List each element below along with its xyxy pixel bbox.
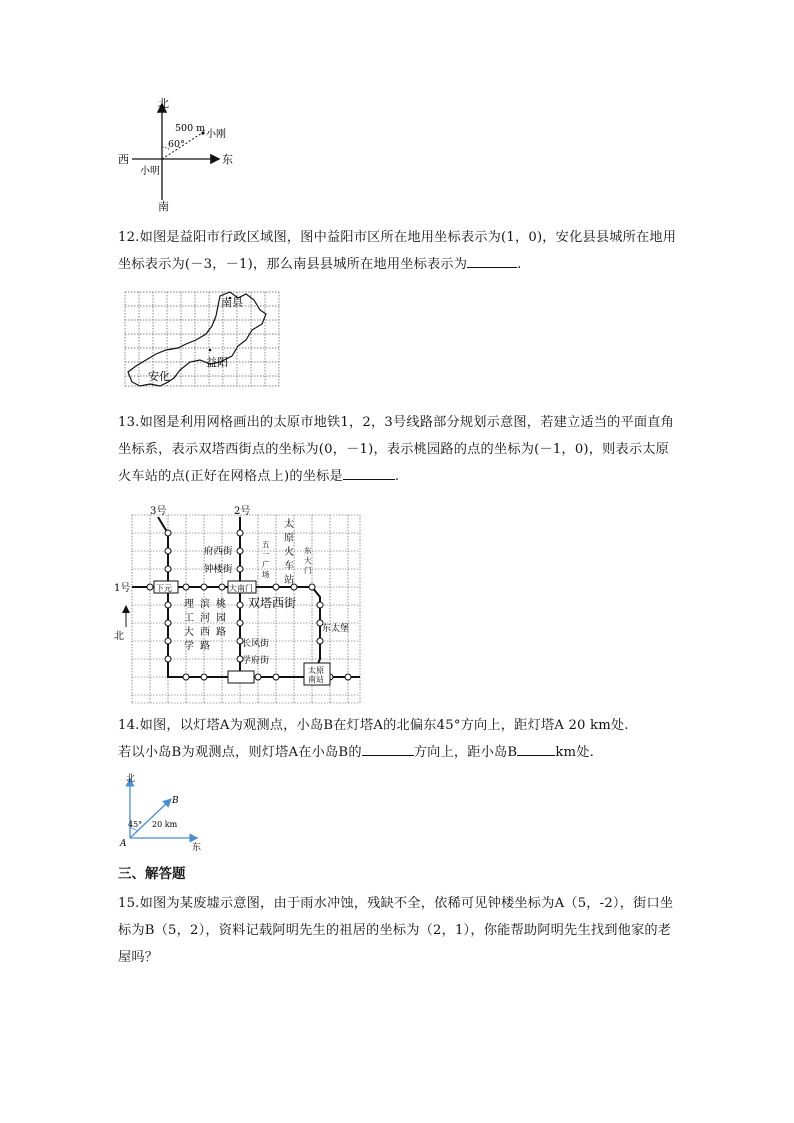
map-yiyang: 益阳 xyxy=(206,356,228,369)
lighthouse-b: B xyxy=(172,796,179,806)
metro-danan: 大南门 xyxy=(229,584,253,593)
metro-zhonglou: 钟楼街 xyxy=(204,564,233,575)
metro-map-figure xyxy=(112,503,364,708)
metro-changfeng: 长风街 xyxy=(242,639,270,649)
q15-text: 15.如图为某废墟示意图，由于雨水冲蚀，残缺不全，依稀可见钟楼坐标为A（5，-2），街口坐标为B（5，2），资料记载阿明先生的祖居的坐标为（2，1），你能帮助阿明先生找到他家的老屋吗？ xyxy=(118,896,674,965)
metro-ligong-char: 理 xyxy=(184,599,194,610)
compass-figure xyxy=(110,95,250,220)
metro-ligong-char: 工 xyxy=(184,613,194,624)
compass-west: 西 xyxy=(118,153,129,166)
compass-distance: 500 m xyxy=(175,123,206,134)
compass-east: 东 xyxy=(222,153,233,166)
lighthouse-a: A xyxy=(120,839,127,849)
q12-answer-blank[interactable] xyxy=(467,253,517,268)
lighthouse-east: 东 xyxy=(192,843,202,852)
metro-line2: 2号 xyxy=(234,506,251,517)
map-nanxian: 南县 xyxy=(221,296,243,309)
metro-binhe-char: 滨 xyxy=(200,599,210,610)
metro-taohua-char: 桃 xyxy=(216,599,226,610)
metro-taohua-char: 园 xyxy=(216,613,226,624)
compass-target: 小刚 xyxy=(206,129,226,140)
metro-north: 北 xyxy=(114,631,124,642)
compass-south: 南 xyxy=(158,200,169,213)
metro-binhe-char: 河 xyxy=(200,613,210,624)
metro-dongqiao-char: 门 xyxy=(304,566,312,575)
compass-angle: 60° xyxy=(168,139,185,150)
lighthouse-angle: 45° xyxy=(128,820,143,829)
metro-xuefu: 学府街 xyxy=(242,656,270,666)
section-3-heading: 三、解答题 xyxy=(118,866,186,882)
metro-fuxijie: 府西街 xyxy=(204,546,233,557)
metro-ligong-char: 学 xyxy=(184,641,194,652)
q13-end: . xyxy=(394,469,400,484)
metro-south-station-1: 太原 xyxy=(308,666,324,675)
question-12 xyxy=(118,224,678,278)
metro-xiayuan: 下元 xyxy=(156,584,172,593)
metro-dongtaibao: 东太堡 xyxy=(322,624,350,634)
q14-text-b: 方向上，距小岛B xyxy=(413,745,518,760)
metro-station-char: 车 xyxy=(284,561,294,572)
q12-text: 12.如图是益阳市行政区域图，图中益阳市区所在地用坐标表示为(1，0)，安化县县城所在地用坐标表示为(－3，－1)，那么南县县城所在地用坐标表示为 xyxy=(118,230,677,272)
q14-line2 xyxy=(118,739,678,766)
compass-north: 北 xyxy=(158,97,169,110)
metro-dongqiao-char: 东 xyxy=(304,546,312,555)
metro-taohua-char: 路 xyxy=(216,627,226,638)
q14-line1: 14.如图，以灯塔A为观测点，小岛B在灯塔A的北偏东45°方向上，距灯塔A 20 km处. xyxy=(118,718,629,733)
metro-wuyi-char: 场 xyxy=(262,570,270,579)
metro-wuyi-char: 一 xyxy=(262,550,270,559)
lighthouse-figure xyxy=(118,772,208,852)
metro-shuangta: 双塔西街 xyxy=(248,596,297,610)
metro-station-char: 站 xyxy=(284,575,294,586)
q14-direction-blank[interactable] xyxy=(362,741,414,756)
q12-end: . xyxy=(517,257,522,272)
metro-wuyi-char: 广 xyxy=(262,560,270,569)
metro-binhe-char: 西 xyxy=(200,627,210,638)
question-13 xyxy=(118,409,678,490)
metro-south-station-2: 南站 xyxy=(308,675,324,684)
metro-station-char: 太 xyxy=(284,519,294,530)
metro-binhe-char: 路 xyxy=(200,641,210,652)
metro-line3: 3号 xyxy=(150,506,167,517)
metro-wuyi-char: 五 xyxy=(262,540,270,549)
q13-answer-blank[interactable] xyxy=(343,465,395,480)
yiyang-map-figure xyxy=(120,290,285,388)
metro-station-char: 火 xyxy=(284,547,294,558)
metro-ligong-char: 大 xyxy=(184,627,194,638)
q14-text-a: 若以小岛B为观测点，则灯塔A在小岛B的 xyxy=(118,745,362,760)
lighthouse-north: 北 xyxy=(126,774,136,784)
compass-origin: 小明 xyxy=(140,166,160,177)
question-15 xyxy=(118,890,678,971)
lighthouse-dist: 20 km xyxy=(152,820,178,829)
metro-station-char: 原 xyxy=(284,533,294,544)
q14-distance-blank[interactable] xyxy=(517,741,555,756)
q14-text-c: km处. xyxy=(555,745,595,760)
metro-dongqiao-char: 大 xyxy=(304,556,312,565)
metro-line1: 1号 xyxy=(114,583,131,594)
map-anhua: 安化 xyxy=(148,370,170,383)
question-14 xyxy=(118,712,678,766)
q13-text: 13.如图是利用网格画出的太原市地铁1，2，3号线路部分规划示意图，若建立适当的平面直角坐标系，表示双塔西街点的坐标为(0，－1)，表示桃园路的点的坐标为(－1，0)，则表示太原火车站的点(正好在网格点上)的坐标是 xyxy=(118,415,675,484)
